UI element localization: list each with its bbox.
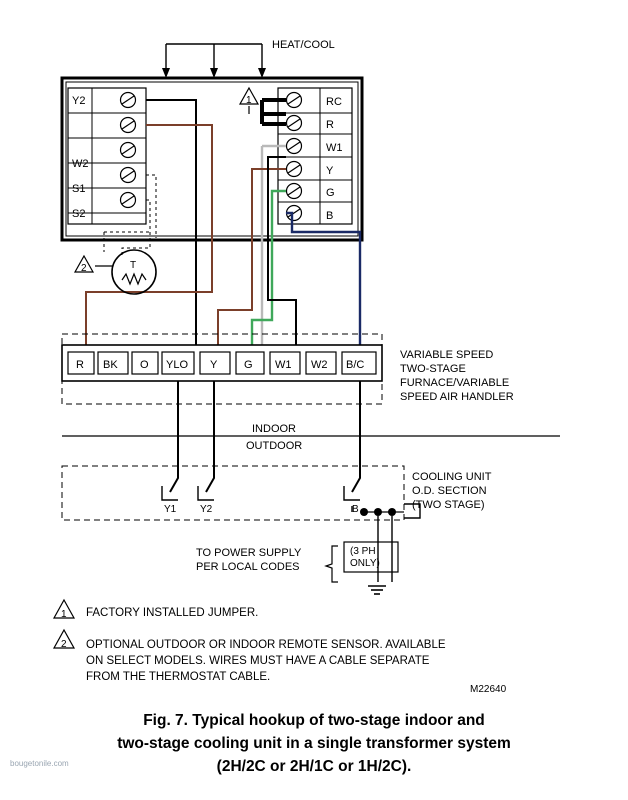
footnote-1-line-1: FACTORY INSTALLED JUMPER. bbox=[86, 607, 259, 619]
ph-note-line-1: (3 PH bbox=[350, 546, 376, 557]
outdoor-terminal-b: B bbox=[352, 504, 359, 515]
indoor-label: INDOOR bbox=[252, 423, 296, 435]
terminal-label-y2-left: Y2 bbox=[72, 95, 86, 107]
heat-cool-label: HEAT/COOL bbox=[272, 39, 335, 51]
outdoor-terminal-y1: Y1 bbox=[164, 504, 177, 515]
equipment-terminal-bk: BK bbox=[103, 359, 118, 371]
power-note-line-1: TO POWER SUPPLY bbox=[196, 547, 302, 559]
cooling-unit-note-line-3: (TWO STAGE) bbox=[412, 499, 485, 511]
equipment-note-line-2: TWO-STAGE bbox=[400, 363, 466, 375]
equipment-terminal-ylo: YLO bbox=[166, 359, 189, 371]
callout-2-label: 2 bbox=[81, 263, 87, 274]
equipment-terminal-bc: B/C bbox=[346, 359, 365, 371]
cooling-unit-note-line-2: O.D. SECTION bbox=[412, 485, 487, 497]
caption-line-3: (2H/2C or 2H/1C or 1H/2C). bbox=[216, 758, 412, 775]
footnote-2-line-2: ON SELECT MODELS. WIRES MUST HAVE A CABLE SEPARATE bbox=[86, 655, 430, 667]
equipment-terminal-o: O bbox=[140, 359, 149, 371]
terminal-label-w2-left: W2 bbox=[72, 158, 89, 170]
equipment-note-line-4: SPEED AIR HANDLER bbox=[400, 391, 514, 403]
footnote-2-line-1: OPTIONAL OUTDOOR OR INDOOR REMOTE SENSOR. AVAILABLE bbox=[86, 639, 446, 651]
outdoor-label: OUTDOOR bbox=[246, 440, 303, 452]
footnote-2-number: 2 bbox=[61, 639, 67, 650]
drawing-code: M22640 bbox=[470, 684, 507, 695]
callout-1-label: 1 bbox=[246, 95, 252, 106]
watermark: bougetonile.com bbox=[10, 759, 69, 768]
terminal-label-rc: RC bbox=[326, 96, 342, 108]
cooling-unit-note-line-1: COOLING UNIT bbox=[412, 471, 492, 483]
terminal-label-s2-left: S2 bbox=[72, 208, 86, 220]
power-note-line-2: PER LOCAL CODES bbox=[196, 561, 300, 573]
sensor-label: T bbox=[130, 260, 137, 271]
caption-line-2: two-stage cooling unit in a single transformer system bbox=[117, 735, 511, 752]
terminal-label-w1: W1 bbox=[326, 142, 343, 154]
equipment-terminal-r: R bbox=[76, 359, 84, 371]
terminal-label-r: R bbox=[326, 119, 334, 131]
equipment-note-line-1: VARIABLE SPEED bbox=[400, 349, 494, 361]
terminal-label-y: Y bbox=[326, 165, 334, 177]
equipment-note-line-3: FURNACE/VARIABLE bbox=[400, 377, 510, 389]
footnote-1-number: 1 bbox=[61, 609, 67, 620]
equipment-terminal-w2: W2 bbox=[311, 359, 328, 371]
terminal-label-b: B bbox=[326, 210, 334, 222]
footnote-2-line-3: FROM THE THERMOSTAT CABLE. bbox=[86, 671, 271, 683]
terminal-label-s1-left: S1 bbox=[72, 183, 86, 195]
ph-note-line-2: ONLY) bbox=[350, 558, 380, 569]
outdoor-terminal-y2: Y2 bbox=[200, 504, 213, 515]
equipment-terminal-g: G bbox=[244, 359, 253, 371]
equipment-terminal-w1: W1 bbox=[275, 359, 292, 371]
terminal-label-g: G bbox=[326, 187, 335, 199]
caption-line-1: Fig. 7. Typical hookup of two-stage indoor and bbox=[143, 712, 485, 729]
equipment-terminal-y: Y bbox=[210, 359, 218, 371]
